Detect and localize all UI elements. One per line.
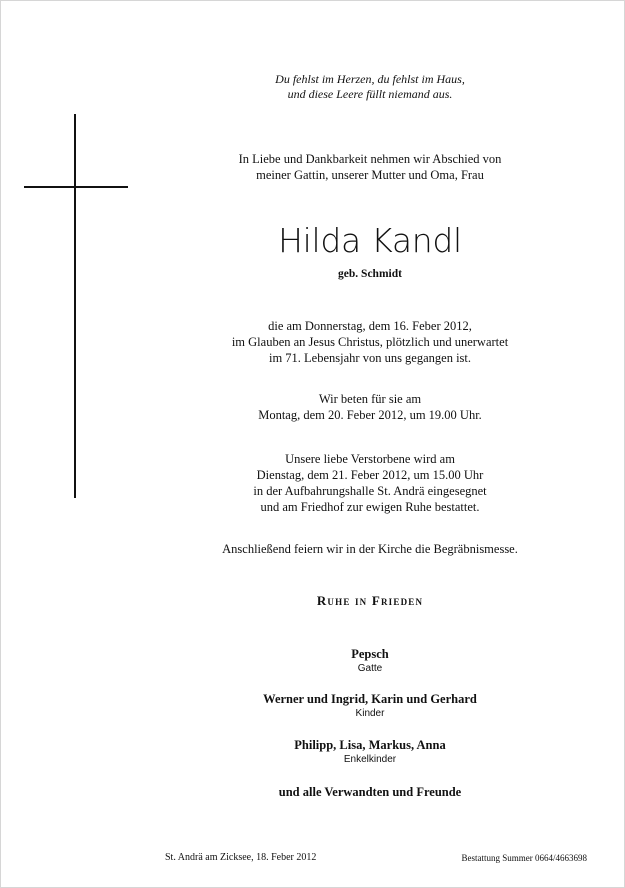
mourner-role: Enkelkinder <box>343 754 397 765</box>
relatives <box>215 785 525 800</box>
mourner-name: Philipp, Lisa, Markus, Anna <box>294 738 446 752</box>
burial-line: Dienstag, dem 21. Feber 2012, um 15.00 Uhr <box>256 468 484 482</box>
prayer-notice <box>215 391 525 423</box>
burial-notice <box>215 451 525 515</box>
deceased-name-text: Hilda Kandl <box>278 221 462 260</box>
motto-line: Du fehlst im Herzen, du fehlst im Haus, <box>275 72 465 86</box>
death-line: im Glauben an Jesus Christus, plötzlich und unerwartet <box>231 335 509 349</box>
motto-line: und diese Leere füllt niemand aus. <box>287 87 453 101</box>
footer-place-date: St. Andrä am Zicksee, 18. Feber 2012 <box>165 852 317 863</box>
mourner-role: Gatte <box>357 663 383 674</box>
prayer-line: Wir beten für sie am <box>318 392 422 406</box>
rest-in-peace-text: Ruhe in Frieden <box>316 593 424 608</box>
intro-line: meiner Gattin, unserer Mutter und Oma, Frau <box>256 168 484 182</box>
deceased-name <box>215 222 525 260</box>
motto <box>215 72 525 102</box>
relatives-text: und alle Verwandten und Freunde <box>278 785 462 799</box>
cross-vertical-bar <box>74 114 76 498</box>
intro-text <box>215 151 525 183</box>
cross-horizontal-bar <box>24 186 128 188</box>
burial-line: und am Friedhof zur ewigen Ruhe bestattet. <box>260 500 480 514</box>
mass-notice <box>215 541 525 557</box>
intro-line: In Liebe und Dankbarkeit nehmen wir Abschied von <box>238 152 502 166</box>
mourner-group <box>215 647 525 676</box>
footer-undertaker: Bestattung Summer 0664/4663698 <box>461 853 587 863</box>
death-line: die am Donnerstag, dem 16. Feber 2012, <box>268 319 472 333</box>
mourner-group <box>215 738 525 767</box>
mourner-role: Kinder <box>355 708 385 719</box>
maiden-name <box>215 266 525 282</box>
burial-line: Unsere liebe Verstorbene wird am <box>285 452 455 466</box>
death-line: im 71. Lebensjahr von uns gegangen ist. <box>268 351 472 365</box>
mass-line: Anschließend feiern wir in der Kirche die Begräbnismesse. <box>222 542 518 556</box>
mourner-name: Werner und Ingrid, Karin und Gerhard <box>263 692 477 706</box>
death-notice <box>215 318 525 366</box>
mourner-group <box>215 692 525 721</box>
maiden-name-text: geb. Schmidt <box>338 268 402 280</box>
burial-line: in der Aufbahrungshalle St. Andrä eingesegnet <box>253 484 487 498</box>
mourner-name: Pepsch <box>351 647 389 661</box>
rest-in-peace <box>215 593 525 609</box>
prayer-line: Montag, dem 20. Feber 2012, um 19.00 Uhr. <box>258 408 482 422</box>
